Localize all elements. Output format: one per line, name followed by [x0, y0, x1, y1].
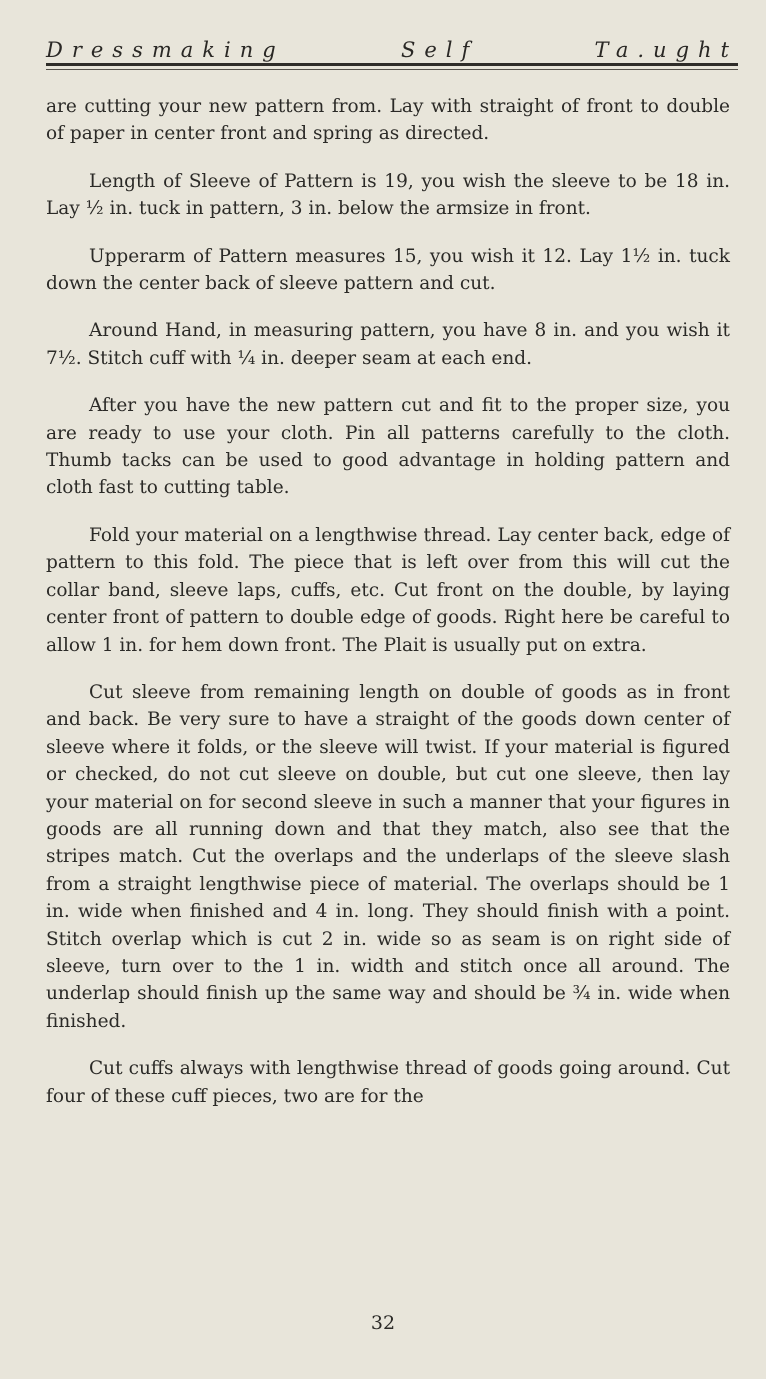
paragraph-sleeve-length: Length of Sleeve of Pattern is 19, you wish the sleeve to be 18 in. Lay ½ in. tuck in pattern, 3 in. below the armsize in front.: [46, 170, 730, 220]
paragraph-pin-patterns: After you have the new pattern cut and fit to the proper size, you are ready to use your cloth. Pin all patterns carefully to the cloth. Thumb tacks can be used to good advantage in holding pattern and cloth fast to cutting table.: [46, 395, 730, 499]
header-rule: [46, 63, 738, 66]
paragraph-cut-sleeve: Cut sleeve from remaining length on double of goods as in front and back. Be very sure to have a straight of the goods down center of sleeve where it folds, or the sleeve will twist. If your material is figured or checked, do not cut sleeve on double, but cut one sleeve, then lay your material on for second sleeve in such a manner that your figures in goods are all running down and that they match, also see that the stripes match. Cut the overlaps and the underlaps of the sleeve slash from a straight lengthwise piece of material. The overlaps should be 1 in. wide when finished and 4 in. long. They should finish with a point. Stitch overlap which is cut 2 in. wide so as seam is on right side of sleeve, turn over to the 1 in. width and stitch once all around. The underlap should finish up the same way and should be ¾ in. wide when finished.: [46, 681, 730, 1032]
paragraph-fold-material: Fold your material on a lengthwise thread. Lay center back, edge of pattern to this fold. The piece that is left over from this will cut the collar band, sleeve laps, cuffs, etc. Cut front on the double, by laying center front of pattern to double edge of goods. Right here be careful to allow 1 in. for hem down front. The Plait is usually put on extra.: [46, 524, 730, 656]
running-head: [46, 28, 738, 62]
running-head-title: Dressmaking: [46, 38, 285, 62]
body-text: [46, 93, 730, 1130]
paragraph-continued: are cutting your new pattern from. Lay with straight of front to double of paper in center front and spring as directed.: [46, 96, 730, 145]
paragraph-around-hand: Around Hand, in measuring pattern, you have 8 in. and you wish it 7½. Stitch cuff with ¼ in. deeper seam at each end.: [46, 320, 730, 369]
paragraph-upperarm: Upperarm of Pattern measures 15, you wish it 12. Lay 1½ in. tuck down the center back of sleeve pattern and cut.: [46, 245, 730, 295]
header-rule-thin: [46, 69, 738, 70]
running-head-middle: Self: [400, 38, 479, 62]
page-number: 32: [370, 1312, 396, 1334]
running-head-end: Ta.ught: [594, 38, 738, 62]
paragraph-cut-cuffs: Cut cuffs always with lengthwise thread of goods going around. Cut four of these cuff pieces, two are for the: [46, 1058, 730, 1107]
